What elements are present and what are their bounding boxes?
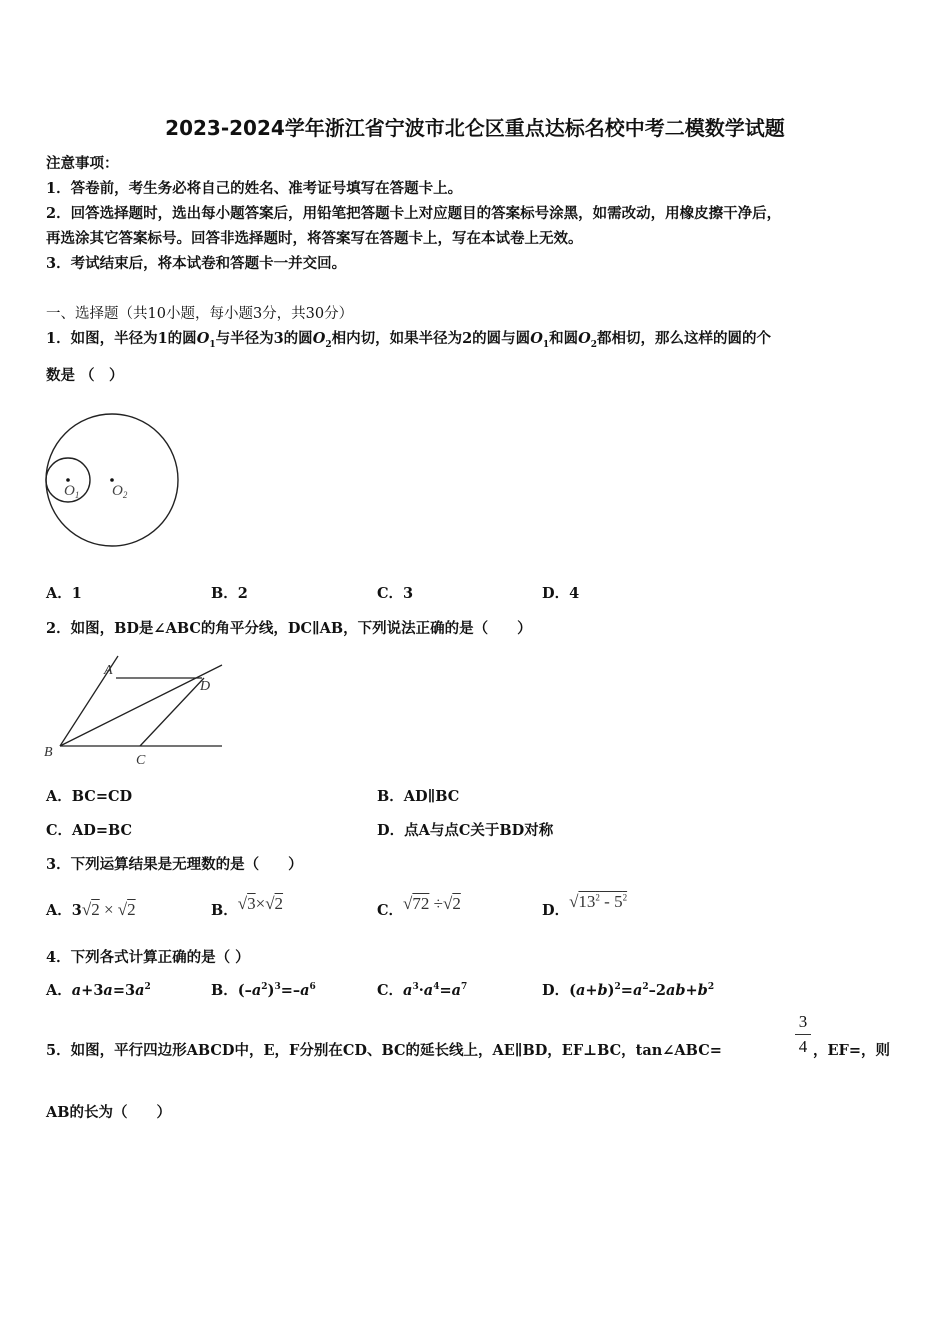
label-b: B: [44, 745, 53, 760]
q5-stem-end: ，EF=，则: [813, 1042, 890, 1059]
q4-option-a[interactable]: A．$a+3a=3a^2$: [46, 982, 151, 999]
q1-option-b[interactable]: B．2: [211, 585, 248, 602]
label-a: A: [104, 663, 113, 678]
q1-option-c[interactable]: C．3: [377, 585, 414, 602]
notes-heading: 注意事项：: [46, 155, 119, 172]
q4-option-c[interactable]: C．$a^3\cdot a^4=a^7$: [377, 982, 468, 999]
center-o1-dot: [66, 478, 70, 482]
q1-option-a[interactable]: A．1: [46, 585, 82, 602]
label-c: C: [136, 753, 146, 768]
q4-option-b[interactable]: B．$(-a^2)^3=-a^6$: [211, 982, 316, 999]
q2-option-c[interactable]: C．AD=BC: [46, 822, 133, 839]
line-cd: [140, 678, 204, 746]
q3-stem: 3．下列运算结果是无理数的是（ ）: [46, 856, 303, 873]
label-o2: $O_2$: [112, 483, 128, 500]
center-o2-dot: [110, 478, 114, 482]
note-1: 1．答卷前，考生务必将自己的姓名、准考证号填写在答题卡上。: [46, 180, 463, 197]
section-heading: 一、选择题（共10小题，每小题3分，共30分）: [46, 306, 354, 322]
page-title: 2023-2024学年浙江省宁波市北仑区重点达标名校中考二模数学试题: [165, 116, 785, 140]
note-2b: 再选涂其它答案标号。回答非选择题时，将答案写在答题卡上，写在本试卷上无效。: [46, 230, 583, 247]
q3-option-d[interactable]: D．$√13^2 - 5^2$: [542, 892, 628, 919]
q5-stem-line2: AB的长为（ ）: [46, 1104, 172, 1121]
q5-stem: 5．如图，平行四边形ABCD中，E，F分别在CD、BC的延长线上，AE∥BD，EF⊥BC，tan∠ABC=: [46, 1042, 722, 1059]
label-o1: $O_1$: [64, 483, 80, 500]
q2-option-d[interactable]: D．点A与点C关于BD对称: [377, 822, 554, 839]
q2-option-b[interactable]: B．AD∥BC: [377, 788, 460, 805]
q1-option-d[interactable]: D．4: [542, 585, 580, 602]
note-2a: 2．回答选择题时，选出每小题答案后，用铅笔把答题卡上对应题目的答案标号涂黑，如需改动，用橡皮擦干净后，: [46, 205, 782, 222]
q1-stem: 1．如图，半径为1的圆$O_1$与半径为3的圆$O_2$相内切，如果半径为2的圆与圆$O_1$和圆$O_2$都相切，那么这样的圆的个: [46, 330, 771, 350]
q1-circles-figure: [40, 408, 185, 553]
q2-option-a[interactable]: A．BC=CD: [46, 788, 133, 805]
q4-option-d[interactable]: D．$(a+b)^2=a^2-2ab+b^2$: [542, 982, 715, 999]
line-bd: [60, 665, 222, 746]
q3-option-a[interactable]: A．3√2 × √2: [46, 900, 136, 919]
q4-stem: 4．下列各式计算正确的是（ ）: [46, 949, 250, 966]
q5-fraction: 3 4: [795, 1012, 811, 1057]
q2-parallelogram-figure: [40, 652, 230, 770]
label-d: D: [200, 679, 211, 694]
q1-stem-line2: 数是 （ ）: [46, 367, 124, 384]
q3-option-b[interactable]: B．√3×√2: [211, 894, 284, 919]
q3-option-c[interactable]: C．√72 ÷√2: [377, 894, 461, 919]
note-3: 3．考试结束后，将本试卷和答题卡一并交回。: [46, 255, 347, 272]
q2-stem: 2．如图，BD是∠ABC的角平分线，DC∥AB，下列说法正确的是（ ）: [46, 620, 532, 637]
